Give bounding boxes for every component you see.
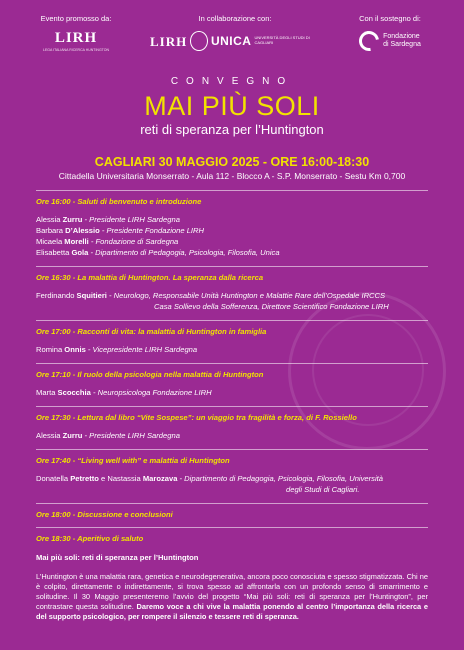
promoter-caption: Evento promosso da: [40,14,112,23]
speaker: Ferdinando Squitieri - Neurologo, Responsabile Unità Huntington e Malattie Rare dell’Ospedale IRCCS Casa Sollievo della Sofferenza, Direttore Scientifico Fondazione LIRH [36,291,389,311]
unica-logo-sub: UNIVERSITÀ DEGLI STUDI DI CAGLIARI [254,35,310,45]
fondazione-logo-line2: di Sardegna [383,41,421,48]
session-title: Ore 17:30 - Lettura dal libro “Vite Sospese”: un viaggio tra fragilità e forza, di F. Rossiello [36,413,357,422]
program-session [36,320,428,355]
program-session [36,527,428,543]
program-session [36,190,428,258]
event-subtitle: reti di speranza per l’Huntington [140,122,324,137]
speaker: Elisabetta Gola - Dipartimento di Pedagogia, Psicologia, Filosofia, Unica [36,248,280,257]
support-caption: Con il sostegno di: [359,14,421,23]
fondazione-logo [340,31,440,51]
collab-logos [150,31,320,51]
program-list [36,190,428,551]
lirh-logo-sub: LEGA ITALIANA RICERCA HUNTINGTON [43,48,109,52]
support-block [340,14,440,51]
program-session [36,503,428,519]
fondazione-logo-line1: Fondazione [383,32,420,40]
program-session [36,406,428,441]
program-session [36,449,428,495]
session-title: Ore 18:30 - Aperitivo di saluto [36,534,144,543]
session-title: Ore 17:00 - Racconti di vita: la malattia di Huntington in famiglia [36,327,267,336]
speaker: Donatella Petretto e Nastassia Marozava - Dipartimento di Pedagogia, Psicologia, Filosofia, Università degli Studi di Cagliari. [36,474,383,494]
about-text [36,572,428,622]
lirh-foundation-logo: LIRH [150,33,188,49]
unica-logo: UNICA [210,34,252,48]
speaker: Alessia Zurru - Presidente LIRH Sardegna [36,215,180,224]
event-title: MAI PIÙ SOLI [144,91,320,121]
speaker: Romina Onnis - Vicepresidente LIRH Sardegna [36,345,198,354]
event-date-time: CAGLIARI 30 MAGGIO 2025 - ORE 16:00-18:30 [94,155,370,169]
session-title: Ore 17:40 - “Living well with” e malattia di Huntington [36,456,230,465]
session-title: Ore 18:00 - Discussione e conclusioni [36,510,173,519]
program-session [36,266,428,312]
speaker: Marta Scocchia - Neuropsicologa Fondazione LIRH [36,388,212,397]
about-section [36,553,428,622]
collab-caption: In collaborazione con: [198,14,272,23]
lirh-logo: LIRH [54,30,98,46]
partner-logos [0,14,464,68]
event-kicker: CONVEGNO [170,76,294,87]
about-text-plain: L’Huntington è una malattia rara, genetica e neurodegenerativa, ancora poco conosciuta e spesso stigmatizzata. Chi ne è colpito, direttamente o indirettamente, si trova spesso ad affrontarla con un profondo senso di smarrimento e solitudine. Il 30 Maggio presenteremo l’avvio del progetto “Mai più soli: reti di speranza per l’Huntington”, per contrastare questa solitudine. [36,572,428,611]
collab-block [150,14,320,51]
promoter-block [26,14,126,52]
session-title: Ore 17:10 - Il ruolo della psicologia nella malattia di Huntington [36,370,264,379]
event-venue: Cittadella Universitaria Monserrato - Aula 112 - Blocco A - S.P. Monserrato - Sestu Km 0,700 [58,171,406,181]
speaker: Barbara D’Alessio - Presidente Fondazione LIRH [36,226,205,235]
about-text-bold: Daremo voce a chi vive la malattia ponendo al centro l’importanza della ricerca e del supporto psicologico, per rompere il silenzio e tessere reti di speranza. [36,602,428,621]
about-title: Mai più soli: reti di speranza per l’Huntington [36,553,199,562]
session-title: Ore 16:30 - La malattia di Huntington. La speranza dalla ricerca [36,273,264,282]
program-session [36,363,428,398]
speaker: Alessia Zurru - Presidente LIRH Sardegna [36,431,180,440]
session-title: Ore 16:00 - Saluti di benvenuto e introduzione [36,197,202,206]
university-seal-icon [190,31,208,51]
speaker: Micaela Morelli - Fondazione di Sardegna [36,237,179,246]
fondazione-mark-icon [355,27,383,55]
